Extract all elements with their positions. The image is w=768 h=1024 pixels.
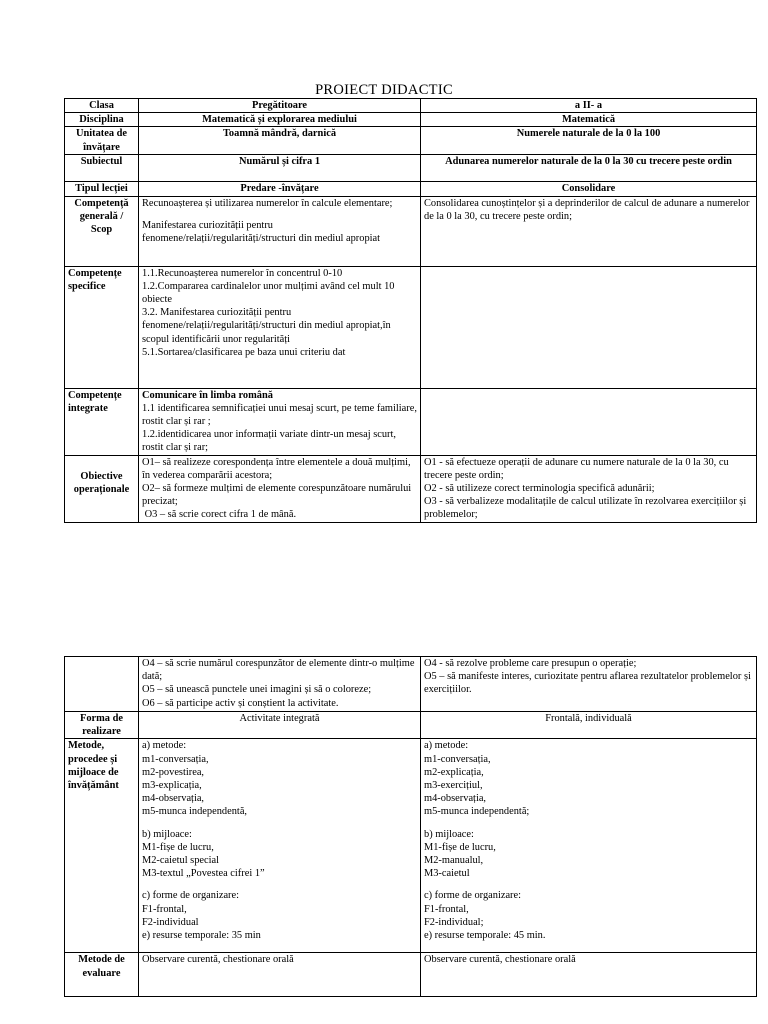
metoda-b-m2: m2-explicația, — [424, 766, 484, 778]
label-obiective: Obiective operaționale — [65, 455, 139, 522]
forme-a-heading: c) forme de organizare: — [142, 890, 240, 902]
row-competente-specifice — [65, 266, 757, 388]
forma-b-f1: F1-frontal, — [424, 903, 469, 915]
mijloc-a-m2: M2-caietul special — [142, 855, 220, 867]
competenta-generala-a — [139, 196, 421, 266]
obiectiv-a-o6: O6 – să participe activ și conștient la activitate. — [142, 697, 339, 709]
label-tipul: Tipul lecției — [65, 182, 139, 196]
metoda-a-m2: m2-povestirea, — [142, 766, 205, 778]
competenta-specifica-1-1: 1.1.Recunoașterea numerelor în concentrul 0-10 — [142, 267, 343, 279]
lesson-plan-table-page2 — [64, 656, 757, 997]
forme-b-heading: c) forme de organizare: — [424, 890, 522, 902]
subiectul-b: Adunarea numerelor naturale de la 0 la 30 cu trecere peste ordin — [421, 155, 757, 182]
obiective-continuare-label — [65, 657, 139, 712]
mijloc-b-m1: M1-fișe de lucru, — [424, 841, 496, 853]
metode-a-heading: a) metode: — [142, 740, 187, 752]
mijloc-a-m1: M1-fișe de lucru, — [142, 841, 214, 853]
metoda-b-m3: m3-exercițiul, — [424, 780, 483, 792]
row-evaluare — [65, 953, 757, 997]
row-tipul — [65, 182, 757, 196]
label-metode: Metode, procedee și mijloace de învățământ — [65, 739, 139, 953]
row-unitatea — [65, 127, 757, 155]
competenta-specifica-3-2: 3.2. Manifestarea curiozității pentru fenomene/relații/regularități/structuri din mediul apropiat,în scopul identificării unor regularități — [142, 307, 391, 345]
row-obiective-continuare — [65, 657, 757, 712]
row-forma — [65, 712, 757, 739]
row-subiectul — [65, 155, 757, 182]
row-competente-integrate — [65, 388, 757, 455]
resurse-a: e) resurse temporale: 35 min — [142, 930, 261, 942]
tipul-b: Consolidare — [421, 182, 757, 196]
lesson-plan-table-page1 — [64, 98, 757, 523]
competente-specifice-a — [139, 266, 421, 388]
metoda-b-m4: m4-observația, — [424, 793, 487, 805]
metoda-a-m3: m3-explicația, — [142, 780, 202, 792]
obiective-continuare-a — [139, 657, 421, 712]
obiectiv-b-o5: O5 – să manifeste interes, curiozitate pentru aflarea rezultatelor problemelor și exercițiilor. — [424, 671, 751, 696]
forma-a-f2: F2-individual — [142, 916, 199, 928]
obiective-b — [421, 455, 757, 522]
label-forma: Forma de realizare — [65, 712, 139, 739]
forma-b: Frontală, individuală — [421, 712, 757, 739]
metode-a — [139, 739, 421, 953]
forma-a-f1: F1-frontal, — [142, 903, 187, 915]
row-competenta-generala — [65, 196, 757, 266]
resurse-b: e) resurse temporale: 45 min. — [424, 930, 546, 942]
mijloc-a-m3: M3-textul „Povestea cifrei 1” — [142, 868, 265, 880]
clasa-pregatitoare: Pregătitoare — [139, 99, 421, 113]
obiectiv-a-o3: O3 – să scrie corect cifra 1 de mână. — [142, 509, 297, 521]
subiectul-a: Numărul și cifra 1 — [139, 155, 421, 182]
unitatea-a: Toamnă mândră, darnică — [139, 127, 421, 155]
obiectiv-b-o1: O1 - să efectueze operații de adunare cu numere naturale de la 0 la 30, cu trecere peste ordin; — [424, 456, 729, 481]
page-title: PROIECT DIDACTIC — [315, 82, 453, 98]
label-evaluare: Metode de evaluare — [65, 953, 139, 997]
obiectiv-b-o2: O2 - să utilizeze corect terminologia specifică adunării; — [424, 483, 655, 495]
tipul-a: Predare -învățare — [139, 182, 421, 196]
mijloace-a-heading: b) mijloace: — [142, 828, 192, 840]
obiectiv-b-o4: O4 - să rezolve probleme care presupun o operație; — [424, 658, 637, 669]
mijloc-b-m3: M3-caietul — [424, 868, 470, 880]
label-subiectul: Subiectul — [65, 155, 139, 182]
mijloc-b-m2: M2-manualul, — [424, 855, 484, 867]
competenta-generala-b: Consolidarea cunoștințelor și a deprinderilor de calcul de adunare a numerelor de la 0 la 30, cu trecere peste ordin; — [421, 196, 757, 266]
row-disciplina — [65, 113, 757, 127]
evaluare-b: Observare curentă, chestionare orală — [421, 953, 757, 997]
obiectiv-a-o1: O1– să realizeze corespondența între elementele a două mulțimi, în vederea comparării acestora; — [142, 456, 411, 481]
obiective-a — [139, 455, 421, 522]
competenta-specifica-1-2: 1.2.Compararea cardinalelor unor mulțimi având cel mult 10 obiecte — [142, 280, 395, 306]
metoda-b-m5: m5-munca independentă; — [424, 806, 530, 818]
competenta-generala-a1: Recunoașterea și utilizarea numerelor în calcule elementare; — [142, 197, 393, 209]
metoda-b-m1: m1-conversația, — [424, 753, 491, 765]
label-unitatea: Unitatea de învățare — [65, 127, 139, 155]
competenta-specifica-5-1: 5.1.Sortarea/clasificarea pe baza unui criteriu dat — [142, 346, 346, 358]
label-competente-specifice: Competențe specifice — [65, 266, 139, 388]
forma-b-f2: F2-individual; — [424, 916, 484, 928]
mijloace-b-heading: b) mijloace: — [424, 828, 474, 840]
metode-b-heading: a) metode: — [424, 740, 469, 752]
competente-integrate-a — [139, 388, 421, 455]
competente-integrate-heading: Comunicare în limba română — [142, 389, 273, 401]
metoda-a-m1: m1-conversația, — [142, 753, 209, 765]
obiectiv-a-o2: O2– să formeze mulțimi de elemente corespunzătoare numărului precizat; — [142, 483, 412, 508]
row-clasa — [65, 99, 757, 113]
obiectiv-a-o4: O4 – să scrie numărul corespunzător de elemente dintr-o mulțime dată; — [142, 658, 415, 683]
label-competente-integrate: Competențe integrate — [65, 388, 139, 455]
obiectiv-a-o5: O5 – să unească punctele unei imagini și să o coloreze; — [142, 684, 372, 696]
obiective-continuare-b — [421, 657, 757, 712]
disciplina-b: Matematică — [421, 113, 757, 127]
forma-a: Activitate integrată — [139, 712, 421, 739]
row-metode — [65, 739, 757, 953]
row-obiective — [65, 455, 757, 522]
competenta-integrata-1-2: 1.2.identidicarea unor informații variate dintr-un mesaj scurt, rostit clar și rar; — [142, 429, 396, 454]
label-disciplina: Disciplina — [65, 113, 139, 127]
label-competenta-generala: Competență generală / Scop — [65, 196, 139, 266]
label-clasa: Clasa — [65, 99, 139, 113]
competente-integrate-b — [421, 388, 757, 455]
metoda-a-m4: m4-observația, — [142, 793, 205, 805]
disciplina-a: Matematică și explorarea mediului — [139, 113, 421, 127]
evaluare-a: Observare curentă, chestionare orală — [139, 953, 421, 997]
competenta-generala-a2: Manifestarea curiozității pentru fenomene/relații/regularități/structuri din mediul apropiat — [142, 219, 381, 245]
clasa-a-ii-a: a II- a — [421, 99, 757, 113]
competente-specifice-b — [421, 266, 757, 388]
unitatea-b: Numerele naturale de la 0 la 100 — [421, 127, 757, 155]
obiectiv-b-o3: O3 - să verbalizeze modalitațile de calcul utilizate în rezolvarea exercițiilor și problemelor; — [424, 496, 747, 521]
competenta-integrata-1-1: 1.1 identificarea semnificației unui mesaj scurt, pe teme familiare, rostit clar și rar ; — [142, 402, 417, 428]
metoda-a-m5: m5-munca independentă, — [142, 806, 248, 818]
metode-b — [421, 739, 757, 953]
